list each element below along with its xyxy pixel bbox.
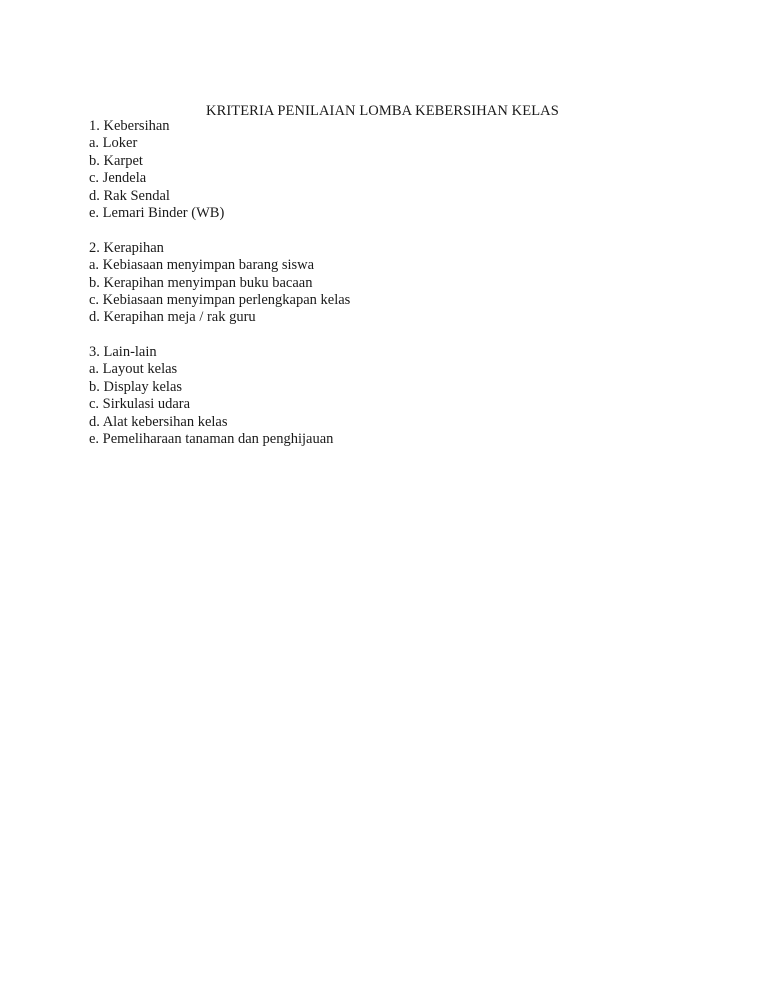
section-heading: 1. Kebersihan: [89, 118, 170, 134]
list-item: a. Layout kelas: [89, 361, 178, 378]
section-lain-lain: [89, 344, 709, 448]
list-item: b. Display kelas: [89, 378, 183, 395]
list-item: c. Jendela: [89, 170, 147, 187]
list-item: d. Alat kebersihan kelas: [89, 413, 228, 430]
document-title: KRITERIA PENILAIAN LOMBA KEBERSIHAN KELAS: [206, 103, 559, 119]
list-item: e. Pemeliharaan tanaman dan penghijauan: [89, 431, 334, 448]
list-item: a. Kebiasaan menyimpan barang siswa: [89, 257, 315, 274]
section-kerapihan: [89, 240, 709, 327]
list-item: c. Sirkulasi udara: [89, 396, 191, 413]
list-item: b. Kerapihan menyimpan buku bacaan: [89, 274, 313, 291]
list-item: a. Loker: [89, 135, 138, 152]
list-item: d. Rak Sendal: [89, 187, 170, 204]
document-body: [89, 118, 709, 448]
section-heading: 3. Lain-lain: [89, 344, 157, 361]
section-kebersihan: [89, 118, 709, 222]
section-heading: 2. Kerapihan: [89, 239, 164, 256]
list-item: e. Lemari Binder (WB): [89, 204, 225, 221]
list-item: d. Kerapihan meja / rak guru: [89, 309, 256, 326]
list-item: c. Kebiasaan menyimpan perlengkapan kelas: [89, 291, 351, 308]
list-item: b. Karpet: [89, 152, 143, 169]
